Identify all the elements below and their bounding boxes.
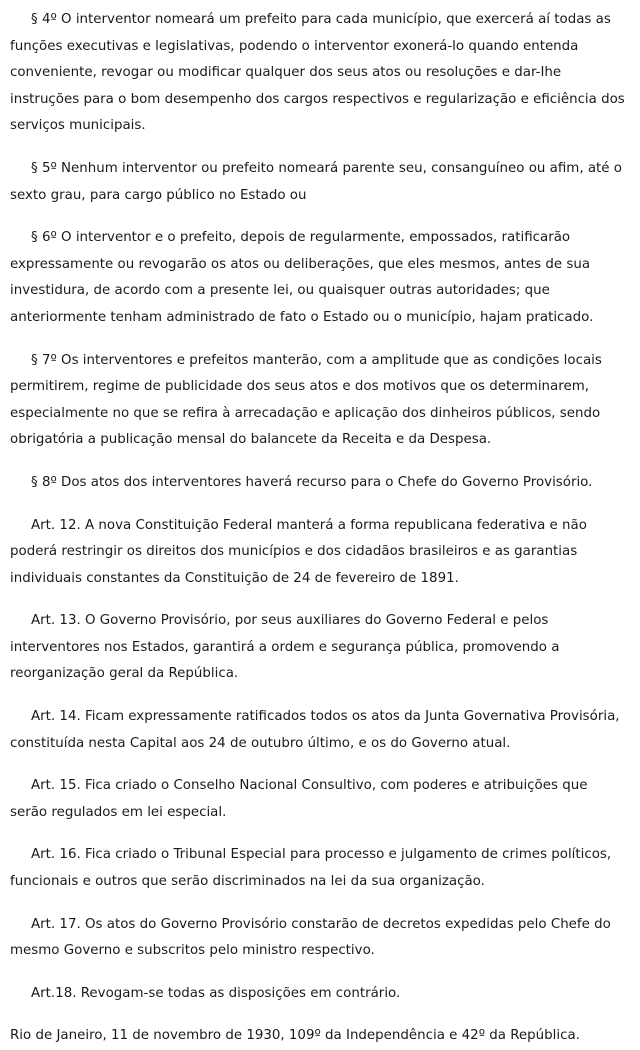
- paragraph-line: serviços municipais.: [10, 118, 146, 134]
- paragraph-line: funções executivas e legislativas, podendo o interventor exonerá-lo quando entenda: [10, 38, 579, 54]
- document-body: [10, 7, 640, 1007]
- paragraph-line: § 7º Os interventores e prefeitos manterão, com a amplitude que as condições locais: [31, 352, 602, 368]
- paragraph-line: instruções para o bom desempenho dos cargos respectivos e regularização e eficiência dos: [10, 91, 625, 107]
- paragraph-art-15: [10, 773, 636, 826]
- paragraph-line: mesmo Governo e subscritos pelo ministro respectivo.: [10, 943, 375, 959]
- paragraph-line: especialmente no que se refira à arrecadação e aplicação dos dinheiros públicos, sendo: [10, 405, 601, 421]
- paragraph-line: Art. 14. Ficam expressamente ratificados todos os atos da Junta Governativa Provisória,: [31, 709, 620, 725]
- paragraph-art-16: [10, 842, 636, 895]
- paragraph-line: investidura, de acordo com a presente lei, ou quaisquer outras autoridades; que: [10, 283, 550, 299]
- paragraph-par-8: [10, 470, 636, 497]
- paragraph-line: § 4º O interventor nomeará um prefeito para cada município, que exercerá aí todas as: [31, 12, 611, 27]
- paragraph-line: reorganização geral da República.: [10, 666, 239, 682]
- paragraph-line: Art. 13. O Governo Provisório, por seus auxiliares do Governo Federal e pelos: [31, 613, 549, 629]
- closing-text: Rio de Janeiro, 11 de novembro de 1930, 109º da Independência e 42º da República.: [10, 1028, 580, 1044]
- paragraph-line: obrigatória a publicação mensal do balancete da Receita e da Despesa.: [10, 432, 492, 448]
- paragraph-line: sexto grau, para cargo público no Estado ou: [10, 187, 307, 203]
- paragraph-line: conveniente, revogar ou modificar qualquer dos seus atos ou resoluções e dar-Ihe: [10, 65, 562, 81]
- paragraph-par-6: [10, 225, 636, 331]
- paragraph-line: interventores nos Estados, garantirá a ordem e segurança pública, promovendo a: [10, 639, 560, 655]
- paragraph-par-7: [10, 348, 636, 454]
- paragraph-art-12: [10, 513, 636, 593]
- paragraph-art-14: [10, 704, 636, 757]
- paragraph-line: Art. 17. Os atos do Governo Provisório constarão de decretos expedidas pelo Chefe do: [31, 916, 611, 932]
- paragraph-line: serão regulados em lei especial.: [10, 804, 227, 820]
- paragraph-art-13: [10, 608, 636, 688]
- paragraph-line: funcionais e outros que serão discriminados na lei da sua organização.: [10, 874, 485, 890]
- paragraph-line: anteriormente tenham administrado de fato o Estado ou o município, hajam praticado.: [10, 309, 594, 325]
- paragraph-line: Art.18. Revogam-se todas as disposições em contrário.: [31, 985, 401, 1001]
- paragraph-line: Art. 16. Fica criado o Tribunal Especial para processo e julgamento de crimes políticos,: [31, 847, 612, 863]
- paragraph-par-4: [10, 7, 636, 140]
- paragraph-line: constituída nesta Capital aos 24 de outubro último, e os do Governo atual.: [10, 735, 511, 751]
- paragraph-line: Art. 15. Fica criado o Conselho Nacional Consultivo, com poderes e atribuições que: [31, 778, 588, 794]
- paragraph-line: § 8º Dos atos dos interventores haverá recurso para o Chefe do Governo Provisório.: [31, 474, 593, 490]
- paragraph-line: § 5º Nenhum interventor ou prefeito nomeará parente seu, consanguíneo ou afim, até o: [31, 160, 622, 176]
- paragraph-line: poderá restringir os direitos dos municípios e dos cidadãos brasileiros e as garantias: [10, 544, 578, 560]
- paragraph-line: individuais constantes da Constituição de 24 de fevereiro de 1891.: [10, 570, 459, 586]
- paragraph-art-18: [10, 981, 636, 1008]
- paragraph-line: expressamente ou revogarão os atos ou deliberações, que eles mesmos, antes de sua: [10, 256, 591, 272]
- paragraph-line: permitirem, regime de publicidade dos seus atos e dos motivos que os determinarem,: [10, 379, 589, 395]
- paragraph-par-5: [10, 156, 636, 209]
- closing-line: [10, 1023, 636, 1050]
- paragraph-line: § 6º O interventor e o prefeito, depois de regularmente, empossados, ratificarão: [31, 230, 571, 246]
- paragraph-art-17: [10, 912, 636, 965]
- paragraph-line: Art. 12. A nova Constituição Federal manterá a forma republicana federativa e não: [31, 517, 587, 533]
